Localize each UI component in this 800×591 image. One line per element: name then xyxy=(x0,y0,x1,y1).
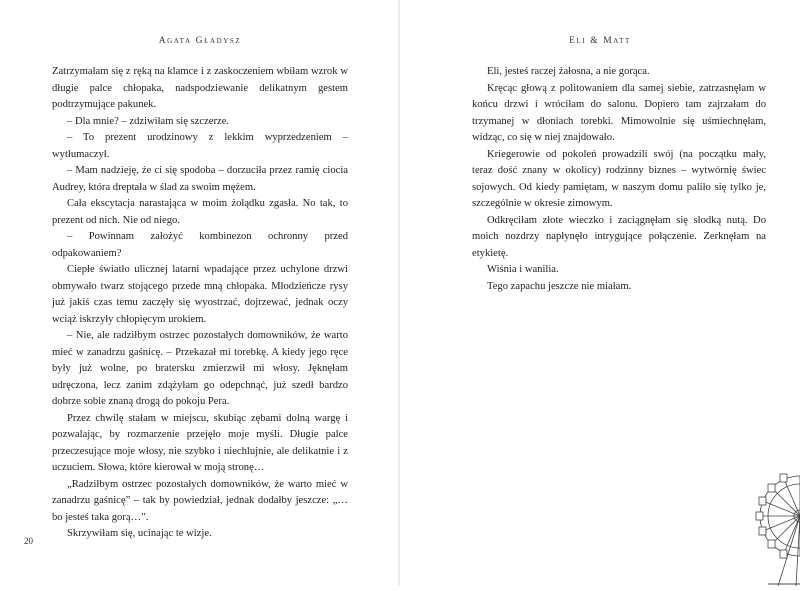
paragraph: Wiśnia i wanilia. xyxy=(487,264,559,275)
paragraph: – Mam nadzieję, że ci się spodoba – dorzuciła przez ramię ciocia Audrey, która dreptała w ślad za swoim mężem. xyxy=(52,165,348,193)
right-page xyxy=(400,0,800,586)
paragraph: – Powinnam założyć kombinezon ochronny przed odpakowaniem? xyxy=(52,231,348,259)
paragraph: Tego zapachu jeszcze nie miałam. xyxy=(487,280,632,292)
right-page-text xyxy=(472,64,766,295)
ferris-wheel-icon xyxy=(748,468,800,586)
right-running-header: Eli & Matt xyxy=(569,36,631,46)
paragraph: Przez chwilę stałam w miejscu, skubiąc zębami dolną wargę i pozwalając, by rozmarzenie przejęło moje myśli. Długie palce przeczesujące moje włosy, nie szybko i niechlujnie, ale delikatnie i z uczuciem. Słowa, które kierował w moją stronę… xyxy=(52,412,348,473)
paragraph: – To prezent urodzinowy z lekkim wyprzedzeniem – wytłumaczył. xyxy=(52,132,348,160)
paragraph: – Nie, ale radziłbym ostrzec pozostałych domowników, że warto mieć w zanadrzu gaśnicę. – Przekazał mi torebkę. A kiedy jego ręce były już wolne, po bratersku zmierzwił mi włosy. Jęknęłam udręczona, lecz zanim zdążyłam go odepchnąć, już szedł bardzo dobrze sobie znaną drogą do pokoju Pera. xyxy=(52,330,348,407)
paragraph: „Radziłbym ostrzec pozostałych domowników, że warto mieć w zanadrzu gaśnicę” – tak by powiedział, jednak dodałby jeszcze: „…bo jesteś taka gorą…”. xyxy=(52,478,348,523)
paragraph: Eli, jesteś raczej żałosna, a nie gorąca. xyxy=(487,66,650,77)
left-running-header: Agata Gładysz xyxy=(158,36,242,46)
paragraph: Odkręciłam złote wieczko i zaciągnęłam się słodką nutą. Do moich nozdrzy napłynęło intrygujące połączenie. Zerknęłam na etykietę. xyxy=(472,214,766,259)
page-number: 20 xyxy=(24,536,33,546)
paragraph: Kręcąc głową z politowaniem dla samej siebie, zatrzasnęłam w końcu drzwi i wróciłam do salonu. Dopiero tam zajrzałam do trzymanej w dłoniach torebki. Mimowolnie się uśmiechnęłam, widząc, co się w niej znajdowało. xyxy=(472,82,766,143)
paragraph: Zatrzymałam się z ręką na klamce i z zaskoczeniem wbiłam wzrok w długie palce chłopaka, nadspodziewanie delikatnym gestem podtrzymujące pakunek. xyxy=(52,66,348,110)
paragraph: Kriegerowie od pokoleń prowadzili swój (na początku mały, teraz dość znany w okolicy) rodzinny biznes – wytwórnię świec sojowych. Od kiedy pamiętam, w naszym domu paliło się tylko je, szczególnie w okresie zimowym. xyxy=(472,148,766,209)
paragraph: Skrzywiłam się, ucinając te wizje. xyxy=(67,528,212,539)
left-page-text xyxy=(52,64,348,543)
left-page xyxy=(0,0,400,586)
paragraph: – Dla mnie? – zdziwiłam się szczerze. xyxy=(67,115,230,127)
paragraph: Ciepłe światło ulicznej latarni wpadające przez uchylone drzwi obmywało twarz stojącego przede mną chłopaka. Młodzieńcze rysy już jakiś czas temu zaczęły się wyostrzać, dojrzewać, jednak oczy wciąż iskrzyły chłopięcym urokiem. xyxy=(52,264,348,325)
paragraph: Cała ekscytacja narastająca w moim żołądku zgasła. No tak, to prezent od nich. Nie od niego. xyxy=(52,198,348,226)
